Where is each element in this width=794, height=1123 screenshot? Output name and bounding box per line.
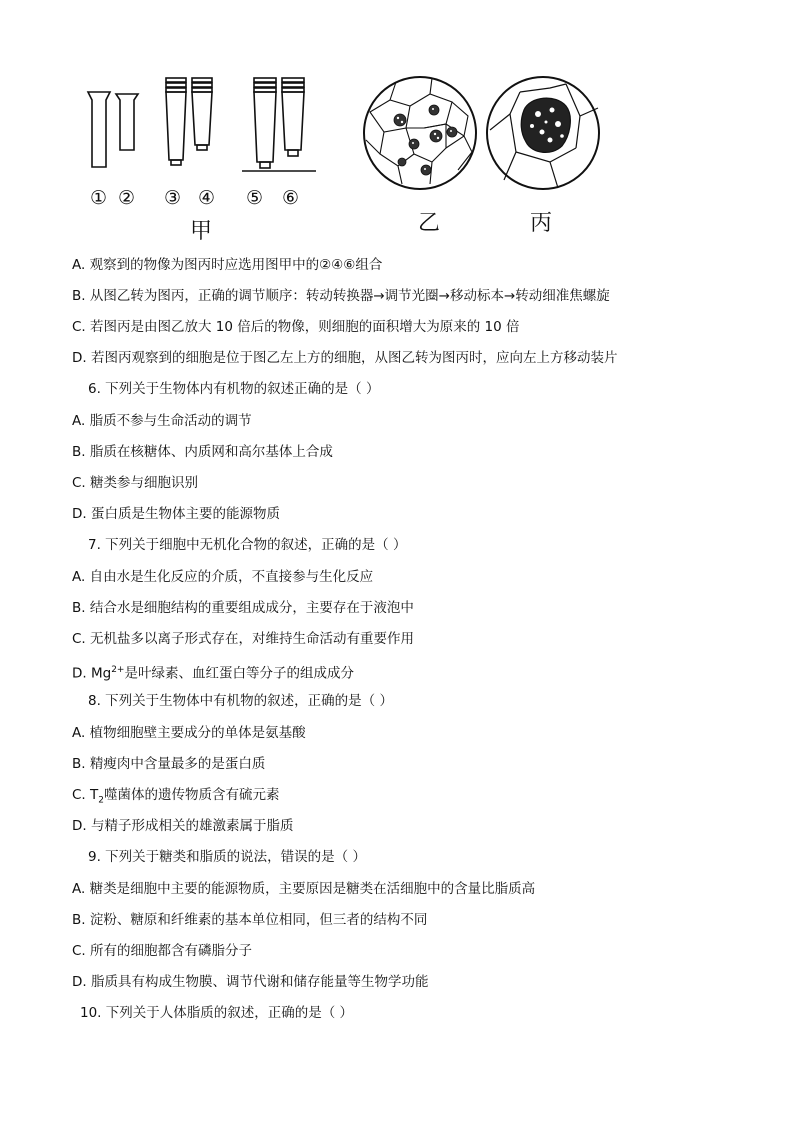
q9-option-b: B. 淀粉、糖原和纤维素的基本单位相同，但三者的结构不同 [72,912,428,928]
q7-option-d [72,662,354,682]
figure-label-jia: 甲 [190,219,213,244]
microscope-view-yi [364,77,476,189]
enlarged-cell-nucleus [521,98,570,152]
lens-number-5: ⑤ [246,187,264,209]
q5-option-d: D. 若图丙观察到的细胞是位于图乙左上方的细胞，从图乙转为图丙时，应向左上方移动装片 [72,350,618,366]
objective-lens-5 [254,78,276,168]
q9-option-d: D. 脂质具有构成生物膜、调节代谢和储存能量等生物学功能 [72,974,429,990]
q6-option-d: D. 蛋白质是生物体主要的能源物质 [72,506,280,522]
q7-option-b: B. 结合水是细胞结构的重要组成成分，主要存在于液泡中 [72,600,414,616]
q8-option-c [72,787,280,809]
q9-option-a: A. 糖类是细胞中主要的能源物质，主要原因是糖类在活细胞中的含量比脂质高 [72,881,536,897]
q8-option-a: A. 植物细胞壁主要成分的单体是氨基酸 [72,725,306,741]
q8-option-b: B. 精瘦肉中含量最多的是蛋白质 [72,756,266,772]
q8-option-d: D. 与精子形成相关的雄激素属于脂质 [72,818,294,834]
objective-lens-4 [192,78,212,150]
lens-number-6: ⑥ [282,187,300,209]
q9-stem: 9. 下列关于糖类和脂质的说法，错误的是（ ） [88,849,366,865]
eyepiece-lens-2 [116,94,138,150]
q5-option-c: C. 若图丙是由图乙放大 10 倍后的物像，则细胞的面积增大为原来的 10 倍 [72,319,520,335]
q5-option-a: A. 观察到的物像为图丙时应选用图甲中的②④⑥组合 [72,257,383,273]
q7-option-c: C. 无机盐多以离子形式存在，对维持生命活动有重要作用 [72,631,415,647]
objective-lens-6 [282,78,304,156]
q9-option-c: C. 所有的细胞都含有磷脂分子 [72,943,253,959]
microscope-figure [80,70,620,250]
objective-lens-3 [166,78,186,165]
q7-stem: 7. 下列关于细胞中无机化合物的叙述，正确的是（ ） [88,537,407,553]
q6-option-c: C. 糖类参与细胞识别 [72,475,199,491]
q8c-prefix: C. T [72,787,99,803]
q8c-rest: 噬菌体的遗传物质含有硫元素 [104,787,280,803]
microscope-view-bing [487,77,599,189]
figure-label-yi: 乙 [418,211,441,236]
q6-stem: 6. 下列关于生物体内有机物的叙述正确的是（ ） [88,381,380,397]
q6-option-b: B. 脂质在核糖体、内质网和高尔基体上合成 [72,444,333,460]
lens-number-2: ② [118,187,136,209]
lens-number-4: ④ [198,187,216,209]
figure-label-bing: 丙 [530,211,553,236]
lens-number-3: ③ [164,187,182,209]
q7d-prefix: D. Mg [72,665,112,682]
q8-stem: 8. 下列关于生物体中有机物的叙述，正确的是（ ） [88,693,393,709]
eyepiece-lens-1 [88,92,110,167]
q8c-subscript: 2 [98,795,104,806]
q7-option-a: A. 自由水是生化反应的介质，不直接参与生化反应 [72,569,374,585]
q7d-superscript: 2+ [111,665,125,675]
lens-number-1: ① [90,187,108,209]
q5-option-b: B. 从图乙转为图丙，正确的调节顺序：转动转换器→调节光圈→移动标本→转动细准焦螺旋 [72,288,610,304]
q6-option-a: A. 脂质不参与生命活动的调节 [72,413,252,429]
q10-stem: 10. 下列关于人体脂质的叙述，正确的是（ ） [80,1005,354,1021]
q7d-rest: 是叶绿素、血红蛋白等分子的组成成分 [124,665,354,682]
